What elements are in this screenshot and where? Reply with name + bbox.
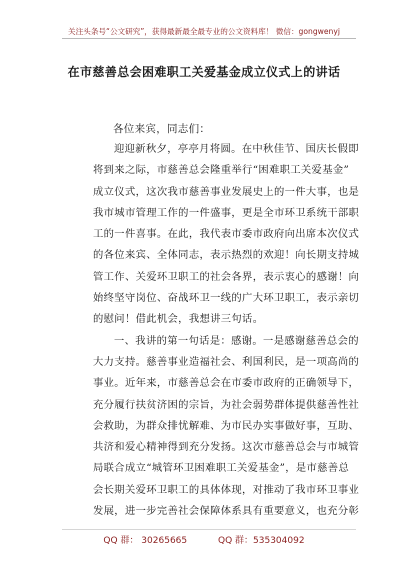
body-line: 管工作、关爱环卫职工的社会各界，表示衷心的感谢！向: [93, 270, 360, 283]
footer-qq-group-2: QQ 群：535304092: [218, 536, 305, 546]
header-divider: [62, 38, 356, 39]
body-line: 共济和爱心精神得到充分发扬。这次市慈善总会与市城管: [93, 441, 360, 454]
body-line: 工的一件喜事。在此，我代表市委市政府向出席本次仪式: [93, 228, 360, 241]
footer-divider: [62, 529, 356, 530]
body-line: 的慰问！借此机会，我想讲三句话。: [93, 313, 264, 326]
speech-body: [93, 139, 363, 522]
footer-qq-group-1: QQ 群： 30265665: [103, 536, 188, 546]
body-line: 的各位来宾、全体同志，表示热烈的欢迎！向长期支持城: [93, 249, 360, 262]
body-line: 会长期关爱环卫职工的具体体现，对推动了我市环卫事业: [93, 483, 360, 496]
body-line: 迎迎新秋夕，亭亭月将圆。在中秋佳节、国庆长假即: [114, 143, 359, 155]
body-line: 充分履行扶贫济困的宗旨，为社会弱势群体提供慈善性社: [93, 398, 360, 411]
body-line: 局联合成立“城管环卫困难职工关爱基金”，是市慈善总: [93, 462, 350, 475]
document-title: 在市慈善总会困难职工关爱基金成立仪式上的讲话: [67, 65, 341, 79]
body-line: 大力支持。慈善事业造福社会、利国利民，是一项高尚的: [93, 355, 360, 368]
body-line: 始终坚守岗位、奋战环卫一线的广大环卫职工，表示亲切: [93, 292, 360, 305]
body-line: 会救助，为群众排忧解难、为市民办实事做好事，互助、: [93, 419, 360, 432]
body-line: 事业。近年来，市慈善总会在市委市政府的正确领导下，: [93, 377, 360, 390]
salutation: 各位来宾，同志们：: [113, 123, 211, 135]
body-line: 发展，进一步完善社会保障体系具有重要意义，也充分彰: [93, 505, 360, 518]
body-line: 将到来之际，市慈善总会隆重举行“困难职工关爱基金”: [93, 164, 350, 177]
body-line: 一、我讲的第一句话是：感谢。一是感谢慈善总会的: [114, 334, 359, 347]
body-line: 我市城市管理工作的一件盛事，更是全市环卫系统干部职: [93, 206, 360, 219]
page-header: [0, 0, 408, 38]
promo-banner-text: 关注头条号“公文研究”，获得最新最全最专业的公文资料库！ 微信：gongwenyj: [68, 27, 340, 36]
page-footer: [0, 533, 408, 546]
body-line: 成立仪式，这次我市慈善事业发展史上的一件大事，也是: [93, 185, 360, 198]
